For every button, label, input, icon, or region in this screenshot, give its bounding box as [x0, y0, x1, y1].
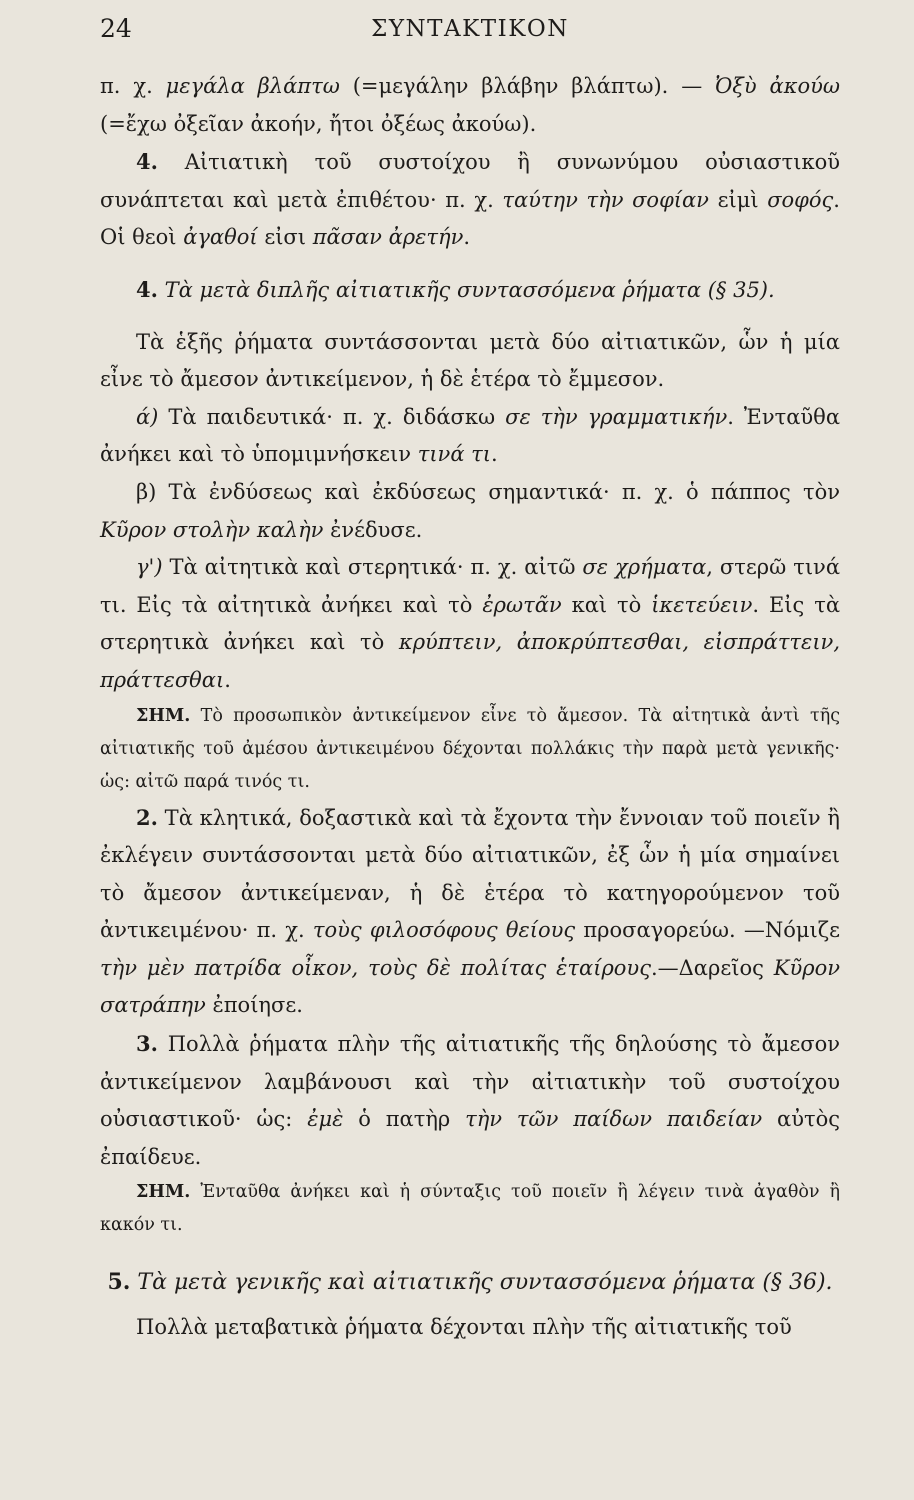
example-italic: τινά τι — [417, 442, 492, 467]
paragraph-rule-4 — [100, 143, 840, 257]
paragraph-intro: Τὰ ἑξῆς ῥήματα συντάσσονται μετὰ δύο αἰτιατικῶν, ὧν ἡ μία εἶνε τὸ ἄμεσον ἀντικείμενον, ἡ δὲ ἑτέρα τὸ ἔμμεσον. — [100, 329, 840, 392]
item-label: γ') — [136, 555, 163, 580]
text-run: Πολλὰ ῥήματα πλὴν τῆς αἰτιατικῆς τῆς δηλούσης τὸ ἄμεσον ἀντικείμενον λαμβάνουσι καὶ τὴν αἰτιατικὴν τοῦ συστοίχου οὐσιαστικοῦ· ὡς: — [100, 1032, 840, 1132]
text-run: Τὰ ἐνδύσεως καὶ ἐκδύσεως σημαντικά· π. χ. ὁ πάππος τὸν — [156, 479, 840, 504]
section-title: Τὰ μετὰ διπλῆς αἰτιατικῆς συντασσόμενα ῥήματα (§ 35). — [157, 277, 775, 302]
example-italic: σε τὴν γραμματικήν — [505, 404, 728, 429]
text-run: .—Δαρεῖος — [650, 955, 774, 980]
example-italic: Κῦρον στολὴν καλὴν — [100, 517, 324, 542]
example-italic: ἐρωτᾶν — [482, 592, 562, 617]
item-label: ά) — [136, 404, 159, 429]
example-italic: ἐμὲ — [307, 1107, 344, 1132]
example-italic: μεγάλα βλάπτω — [165, 74, 340, 98]
note-2 — [100, 1176, 840, 1242]
note-1 — [100, 700, 840, 799]
running-title: ΣΥΝΤΑΚΤΙΚΟΝ — [371, 16, 569, 42]
text-run: καὶ τὸ — [561, 592, 652, 617]
text-run: ἐνέδυσε. — [323, 517, 423, 542]
text-run: Τὰ κλητικά, δοξαστικὰ καὶ τὰ ἔχοντα τὴν ἔννοιαν τοῦ ποιεῖν ἢ ἐκλέγειν συντάσσονται μετὰ δύο αἰτιατικῶν, ἐξ ὧν ἡ μία σημαίνει τὸ ἄμεσον ἀντικείμεναν, ἡ δὲ ἑτέρα τὸ κατηγορούμενον τοῦ ἀντικειμένου· π. χ. — [100, 805, 840, 943]
text-run: ἐποίησε. — [205, 993, 303, 1018]
example-italic: πᾶσαν ἀρετήν — [312, 225, 464, 250]
example-italic: ἀγαθοί — [183, 225, 258, 250]
text-run: . — [224, 667, 231, 692]
example-italic: ταύτην τὴν σοφίαν — [502, 187, 709, 212]
paragraph-final: Πολλὰ μεταβατικὰ ῥήματα δέχονται πλὴν τῆς αἰτιατικῆς τοῦ — [136, 1315, 792, 1340]
section-heading-5 — [100, 1264, 840, 1301]
paragraph-b — [100, 474, 840, 549]
item-label: β) — [136, 479, 157, 504]
paragraph-continuation — [100, 68, 840, 143]
note-label: ΣΗΜ. — [136, 1182, 191, 1203]
text-run: Αἰτιατικὴ τοῦ συστοίχου ἢ συνωνύμου οὐσιαστικοῦ συνάπτεται καὶ μετὰ ἐπιθέτου· π. χ. — [100, 150, 840, 212]
page-header — [100, 14, 840, 44]
text-run: προσαγορεύω. —Νόμιζε — [575, 918, 840, 943]
rule-number: 4. — [136, 149, 158, 175]
text-run: . — [491, 442, 498, 467]
example-italic: Ὀξὺ ἀκούω — [715, 74, 841, 98]
example-italic: τὴν μὲν πατρίδα οἶκον, τοὺς δὲ πολίτας ἑταίρους — [100, 955, 651, 980]
paragraph-rule-2 — [100, 799, 840, 1026]
note-text: Ἐνταῦθα ἀνήκει καὶ ἡ σύνταξις τοῦ ποιεῖν ἢ λέγειν τινὰ ἀγαθὸν ἢ κακόν τι. — [100, 1182, 840, 1236]
example-italic: ἱκετεύειν — [651, 592, 753, 617]
paragraph-rule-3 — [100, 1025, 840, 1176]
text-run: . Ἐνταῦθα ἀνήκει καὶ τὸ ὑπομιμνήσκειν — [100, 404, 841, 467]
paragraph-c — [100, 549, 840, 699]
example-italic: κρύπτειν, ἀποκρύπτεσθαι, εἰσπράττειν, πράττεσθαι — [100, 630, 840, 692]
text-run: αὐτὸς ἐπαίδευε. — [100, 1107, 840, 1169]
text-run: (=ἔχω ὀξεῖαν ἀκοήν, ἤτοι ὀξέως ἀκούω). — [100, 111, 537, 136]
example-italic: τοὺς φιλοσόφους θείους — [312, 918, 576, 943]
text-run: Τὰ αἰτητικὰ καὶ στερητικά· π. χ. αἰτῶ — [162, 555, 583, 580]
example-italic: Κῦρον σατράπην — [100, 955, 841, 1018]
text-run: ὁ πατὴρ — [343, 1107, 466, 1132]
example-italic: τὴν τῶν παίδων παιδείαν — [465, 1107, 763, 1132]
note-label: ΣΗΜ. — [136, 705, 191, 726]
text-run: π. χ. — [100, 74, 166, 98]
example-italic: σοφός — [767, 187, 834, 212]
paragraph-a — [100, 399, 840, 474]
section-heading-4 — [100, 271, 840, 310]
rule-number: 2. — [136, 804, 158, 830]
text-run: Τὰ παιδευτικά· π. χ. διδάσκω — [158, 404, 506, 429]
page-number: 24 — [100, 14, 132, 43]
rule-number: 3. — [136, 1031, 158, 1057]
text-run: , στερῶ τινά τι. Εἰς τὰ αἰτητικὰ ἀνήκει καὶ τὸ — [100, 555, 840, 617]
text-run: . Εἰς τὰ στερητικὰ ἀνήκει καὶ τὸ — [100, 592, 841, 655]
note-text: Τὸ προσωπικὸν ἀντικείμενον εἶνε τὸ ἄμεσον. Τὰ αἰτητικὰ ἀντὶ τῆς αἰτιατικῆς τοῦ ἀμέσου ἀντικειμένου δέχονται πολλάκις τὴν παρὰ μετὰ γενικῆς· ὡς: αἰτῶ παρά τινός τι. — [100, 705, 840, 792]
text-run: εἰσι — [257, 225, 313, 250]
text-run: . Οἱ θεοὶ — [100, 187, 840, 250]
body-text — [100, 68, 840, 1347]
text-run: (=μεγάλην βλάβην βλάπτω). — — [339, 74, 716, 98]
section-number: 5. — [107, 1269, 131, 1296]
text-run: . — [463, 225, 471, 250]
section-number: 4. — [136, 276, 158, 302]
section-title: Τὰ μετὰ γενικῆς καὶ αἰτιατικῆς συντασσόμενα ῥήματα (§ 36). — [130, 1270, 833, 1296]
text-run: εἰμὶ — [708, 187, 768, 212]
example-italic: σε χρήματα — [582, 555, 707, 580]
